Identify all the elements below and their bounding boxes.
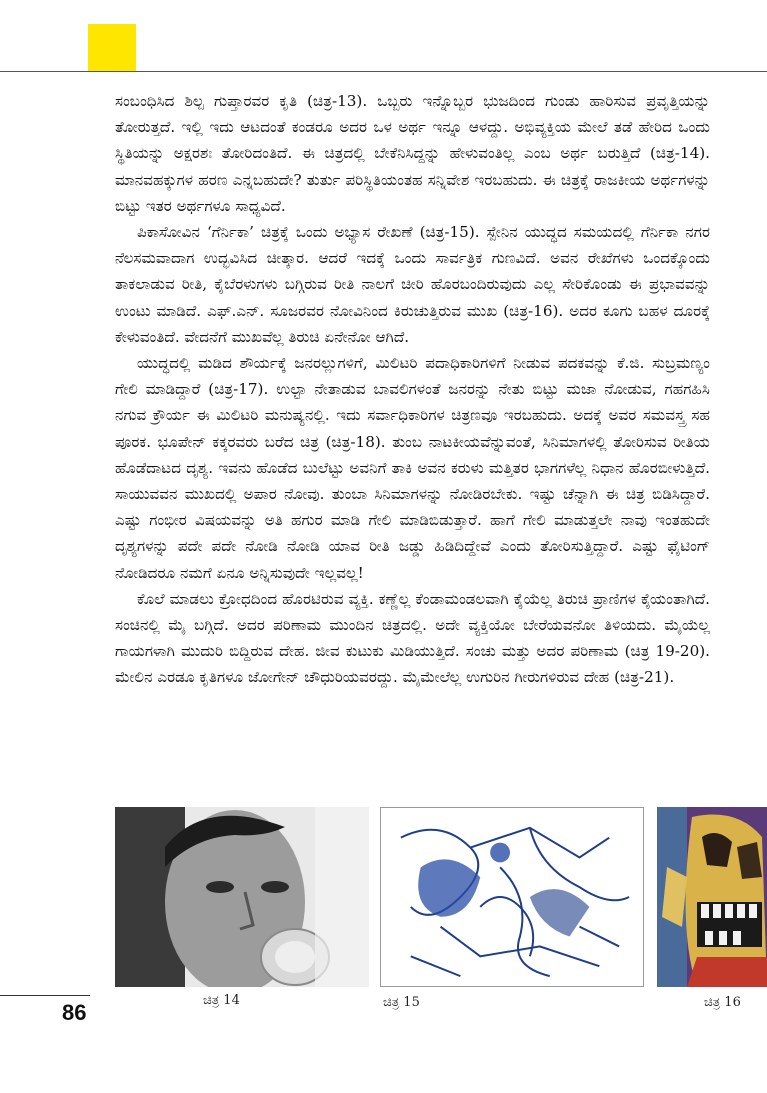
figure-14-photo: [115, 807, 369, 987]
figure-16-painting: [657, 807, 767, 987]
article-body: [115, 88, 710, 691]
chapter-color-tab: [88, 24, 136, 72]
figure-15-sketch: [380, 807, 644, 987]
figure-16-caption: ಚಿತ್ರ 16: [704, 995, 741, 1010]
painting-illustration: [657, 807, 767, 987]
page-number: 86: [62, 1000, 87, 1025]
footer-rule: [0, 995, 90, 996]
paragraph: ಪಿಕಾಸೋವಿನ ‘ಗೆರ್ನಿಕಾ’ ಚಿತ್ರಕ್ಕೆ ಒಂದು ಅಭ್ಯಾಸ ರೇಖಣೆ (ಚಿತ್ರ-15). ಸ್ಪೇನಿನ ಯುದ್ಧದ ಸಮಯದಲ್ಲಿ ಗೆರ್ನಿಕಾ ನಗರ ನೆಲಸಮವಾದಾಗ ಉದ್ಭವಿಸಿದ ಚೀತ್ಕಾರ. ಆದರೆ ಇದಕ್ಕೆ ಒಂದು ಸಾರ್ವತ್ರಿಕ ಗುಣವಿದೆ. ಅವನ ರೇಖೆಗಳು ಒಂದಕ್ಕೊಂದು ತಾಕಲಾಡುವ ರೀತಿ, ಕೈಬೆರಳುಗಳು ಬಗ್ಗಿರುವ ರೀತಿ ನಾಲಗೆ ಚೀರಿ ಹೊರಬಂದಿರುವುದು ಎಲ್ಲ ಸೇರಿಕೊಂಡು ಈ ಪ್ರಭಾವವನ್ನು ಉಂಟು ಮಾಡಿದೆ. ಎಫ್.ಎನ್. ಸೂಜರವರ ನೋವಿನಿಂದ ಕಿರುಚುತ್ತಿರುವ ಮುಖ (ಚಿತ್ರ-16). ಅದರ ಕೂಗು ಬಹಳ ದೂರಕ್ಕೆ ಕೇಳುವಂತಿದೆ. ವೇದನೆಗೆ ಮುಖವೆಲ್ಲ ತಿರುಚಿ ಏನೇನೋ ಆಗಿದೆ.: [115, 223, 710, 346]
paragraph: ಸಂಬಂಧಿಸಿದ ಶಿಲ್ಪ ಗುಪ್ತಾರವರ ಕೃತಿ (ಚಿತ್ರ-13). ಒಬ್ಬರು ಇನ್ನೊಬ್ಬರ ಭುಜದಿಂದ ಗುಂಡು ಹಾರಿಸುವ ಪ್ರವೃತ್ತಿಯನ್ನು ತೋರುತ್ತದೆ. ಇಲ್ಲಿ ಇದು ಆಟದಂತೆ ಕಂಡರೂ ಅದರ ಒಳ ಅರ್ಥ ಇನ್ನೂ ಆಳದ್ದು. ಅಭಿವ್ಯಕ್ತಿಯ ಮೇಲೆ ತಡೆ ಹೇರಿದ ಒಂದು ಸ್ಥಿತಿಯನ್ನು ಅಕ್ಷರಶಃ ತೋರಿದಂತಿದೆ. ಈ ಚಿತ್ರದಲ್ಲಿ ಬೇಕೆನಿಸಿದ್ದನ್ನು ಹೇಳುವಂತಿಲ್ಲ ಎಂಬ ಅರ್ಥ ಬರುತ್ತಿದೆ (ಚಿತ್ರ-14). ಮಾನವಹಕ್ಕುಗಳ ಹರಣ ಎನ್ನಬಹುದೇ? ತುರ್ತು ಪರಿಸ್ಥಿತಿಯಂತಹ ಸನ್ನಿವೇಶ ಇರಬಹುದು. ಈ ಚಿತ್ರಕ್ಕೆ ರಾಜಕೀಯ ಅರ್ಥಗಳನ್ನು ಬಿಟ್ಟು ಇತರ ಅರ್ಥಗಳೂ ಸಾಧ್ಯವಿದೆ.: [115, 92, 710, 215]
face-photo-illustration: [115, 807, 369, 987]
paragraph: ಯುದ್ಧದಲ್ಲಿ ಮಡಿದ ಶೌರ್ಯಕ್ಕೆ ಜನರಲ್ಲುಗಳಿಗೆ, ಮಿಲಿಟರಿ ಪದಾಧಿಕಾರಿಗಳಿಗೆ ನೀಡುವ ಪದಕವನ್ನು ಕೆ.ಜಿ. ಸುಬ್ರಮಣ್ಯಂ ಗೇಲಿ ಮಾಡಿದ್ದಾರೆ (ಚಿತ್ರ-17). ಉಲ್ಟಾ ನೇತಾಡುವ ಬಾವಲಿಗಳಂತೆ ಜನರನ್ನು ನೇತು ಬಿಟ್ಟು ಮಜಾ ನೋಡುವ, ಗಹಗಹಿಸಿ ನಗುವ ಕ್ರೌರ್ಯ ಈ ಮಿಲಿಟರಿ ಮನುಷ್ಯನಲ್ಲಿ. ಇದು ಸರ್ವಾಧಿಕಾರಿಗಳ ಚಿತ್ರಣವೂ ಇರಬಹುದು. ಅದಕ್ಕೆ ಅವರ ಸಮವಸ್ತ್ರ ಸಹ ಪೂರಕ. ಭೂಪೇನ್ ಕಕ್ಕರವರು ಬರೆದ ಚಿತ್ರ (ಚಿತ್ರ-18). ತುಂಬ ನಾಟಕೀಯವೆನ್ನುವಂತೆ, ಸಿನಿಮಾಗಳಲ್ಲಿ ತೋರಿಸುವ ರೀತಿಯ ಹೊಡೆದಾಟದ ದೃಶ್ಯ. ಇವನು ಹೊಡೆದ ಬುಲೆಟ್ಟು ಅವನಿಗೆ ತಾಕಿ ಅವನ ಕರುಳು ಮತ್ತಿತರ ಭಾಗಗಳೆಲ್ಲ ನಿಧಾನ ಹೊರಬೀಳುತ್ತಿದೆ. ಸಾಯುವವನ ಮುಖದಲ್ಲಿ ಅಪಾರ ನೋವು. ತುಂಬಾ ಸಿನಿಮಾಗಳನ್ನು ನೋಡಿರಬೇಕು. ಇಷ್ಟು ಚೆನ್ನಾಗಿ ಈ ಚಿತ್ರ ಬಿಡಿಸಿದ್ದಾರೆ. ಎಷ್ಟು ಗಂಭೀರ ವಿಷಯವನ್ನು ಅತಿ ಹಗುರ ಮಾಡಿ ಗೇಲಿ ಮಾಡಿಬಿಡುತ್ತಾರೆ. ಹಾಗೆ ಗೇಲಿ ಮಾಡುತ್ತಲೇ ನಾವು ಇಂತಹುದೇ ದೃಶ್ಯಗಳನ್ನು ಪದೇ ಪದೇ ನೋಡಿ ನೋಡಿ ಯಾವ ರೀತಿ ಜಡ್ಡು ಹಿಡಿದಿದ್ದೇವೆ ಎಂದು ತೋರಿಸುತ್ತಿದ್ದಾರೆ. ಎಷ್ಟು ಫೈಟಿಂಗ್ ನೋಡಿದರೂ ನಮಗೆ ಏನೂ ಅನ್ನಿಸುವುದೇ ಇಲ್ಲವಲ್ಲ!: [115, 354, 710, 582]
figure-14-caption: ಚಿತ್ರ 14: [203, 993, 240, 1008]
header-rule: [0, 71, 767, 72]
ink-sketch-illustration: [381, 808, 643, 986]
paragraph: ಕೊಲೆ ಮಾಡಲು ಕ್ರೋಧದಿಂದ ಹೊರಟಿರುವ ವ್ಯಕ್ತಿ. ಕಣ್ಣೆಲ್ಲ ಕೆಂಡಾಮಂಡಲವಾಗಿ ಕೈಯೆಲ್ಲ ತಿರುಚಿ ಪ್ರಾಣಿಗಳ ಕೈಯಂತಾಗಿದೆ. ಸಂಚಿನಲ್ಲಿ ಮೈ ಬಗ್ಗಿದೆ. ಅದರ ಪರಿಣಾಮ ಮುಂದಿನ ಚಿತ್ರದಲ್ಲಿ. ಅದೇ ವ್ಯಕ್ತಿಯೋ ಬೇರೆಯವನೋ ತಿಳಿಯದು. ಮೈಯೆಲ್ಲ ಗಾಯಗಳಾಗಿ ಮುದುರಿ ಬಿದ್ದಿರುವ ದೇಹ. ಜೀವ ಕುಟುಕು ಮಿಡಿಯುತ್ತಿದೆ. ಸಂಚು ಮತ್ತು ಅದರ ಪರಿಣಾಮ (ಚಿತ್ರ 19-20). ಮೇಲಿನ ಎರಡೂ ಕೃತಿಗಳೂ ಜೋಗೇನ್ ಚೌಧುರಿಯವರದ್ದು. ಮೈಮೇಲೆಲ್ಲ ಉಗುರಿನ ಗೀರುಗಳಿರುವ ದೇಹ (ಚಿತ್ರ-21).: [115, 589, 710, 687]
figure-15-caption: ಚಿತ್ರ 15: [383, 995, 420, 1010]
